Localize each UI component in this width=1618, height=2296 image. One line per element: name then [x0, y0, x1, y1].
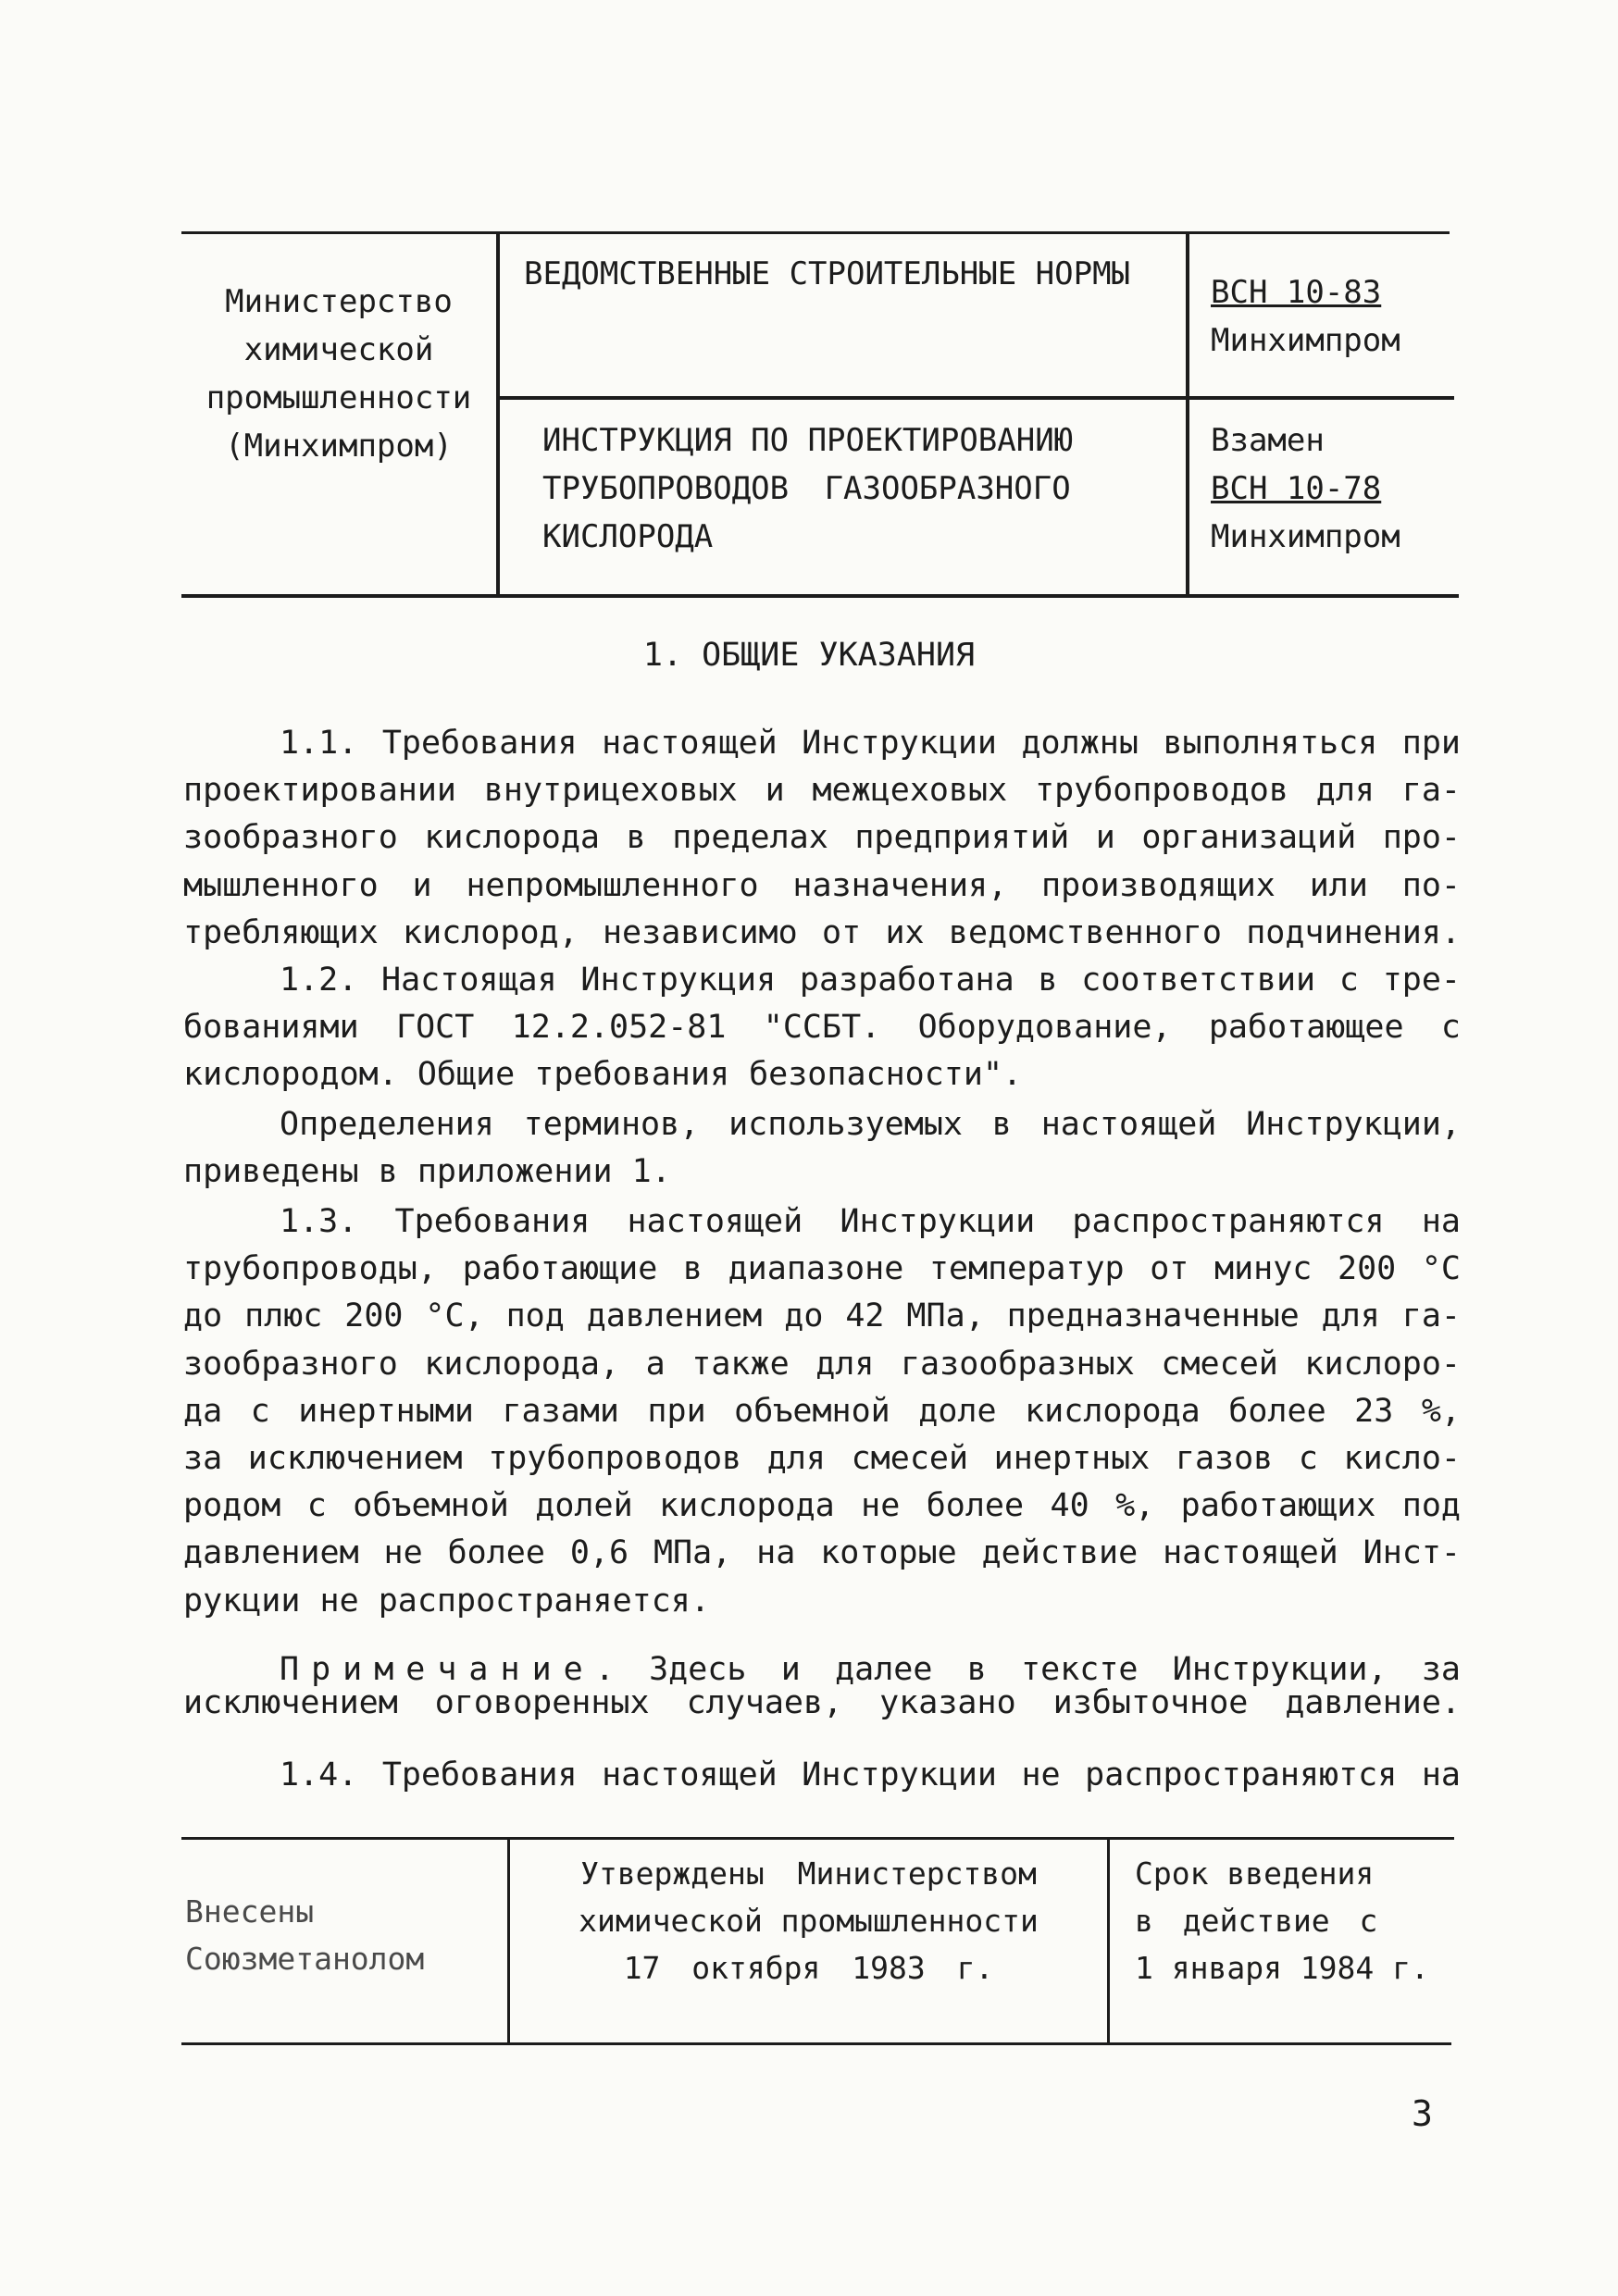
replaces-code: ВСН 10-78 — [1211, 470, 1382, 507]
footer-table — [181, 1837, 1459, 2064]
text-line: кислородом. Общие требования безопасности". — [183, 1056, 1023, 1094]
approved-line: 17 октября 1983 г. — [623, 1950, 994, 1986]
text-line: мышленного и непромышленного назначения, производящих или по- — [183, 866, 1461, 904]
footer-divider-right — [1107, 1837, 1110, 2045]
text-line: 1.2. Настоящая Инструкция разработана в соответствии с тре- — [280, 962, 1461, 999]
paragraph-1-1 — [183, 720, 1461, 957]
norm-code-org: Минхимпром — [1211, 322, 1400, 359]
section-heading: 1. ОБЩИЕ УКАЗАНИЯ — [642, 637, 976, 674]
norms-title: ВЕДОМСТВЕННЫЕ СТРОИТЕЛЬНЫЕ НОРМЫ — [524, 255, 1131, 292]
ministry-line: (Минхимпром) — [225, 428, 453, 465]
text-line: за исключением трубопроводов для смесей инертных газов с кисло- — [183, 1440, 1461, 1478]
footer-top-rule — [181, 1837, 1454, 1840]
paragraph-1-4 — [183, 1752, 1461, 1799]
submitted-cell — [185, 1888, 500, 1982]
text-line: до плюс 200 °С, под давлением до 42 МПа, предназначенные для га- — [183, 1297, 1461, 1335]
text-line: Определения терминов, используемых в настоящей Инструкции, — [280, 1106, 1461, 1143]
paragraph-1-2 — [183, 957, 1461, 1099]
ministry-line: Министерство — [225, 283, 453, 320]
text-line: давлением не более 0,6 МПа, на которые действие настоящей Инст- — [183, 1534, 1461, 1572]
submitted-line: Союзметанолом — [185, 1941, 425, 1977]
text-line: зообразного кислорода, а также для газообразных смесей кислоро- — [183, 1345, 1461, 1383]
effective-cell — [1135, 1850, 1454, 1992]
note-rest: . Здесь и далее в тексте Инструкции, за — [594, 1651, 1461, 1688]
effective-line: в действие с — [1135, 1903, 1378, 1939]
instruction-title-line: ИНСТРУКЦИЯ ПО ПРОЕКТИРОВАНИЮ — [542, 422, 1074, 459]
header-top-rule — [181, 231, 1450, 234]
text-line: да с инертными газами при объемной доле кислорода более 23 %, — [183, 1392, 1461, 1430]
note-word: Примечание — [280, 1651, 595, 1688]
paragraph-definitions — [183, 1101, 1461, 1196]
header-middle-rule — [496, 396, 1454, 400]
effective-line: 1 января 1984 г. — [1135, 1950, 1429, 1986]
text-line: проектировании внутрицеховых и межцеховых трубопроводов для га- — [183, 772, 1461, 810]
paragraph-1-3 — [183, 1198, 1461, 1625]
text-line: трубопроводы, работающие в диапазоне температур от минус 200 °С — [183, 1250, 1461, 1288]
ministry-cell — [181, 278, 496, 470]
header-bottom-rule — [181, 594, 1459, 598]
instruction-title-line: КИСЛОРОДА — [542, 518, 714, 555]
norm-code-cell — [1211, 268, 1400, 365]
ministry-line: промышленности — [205, 379, 472, 416]
text-line: исключением оговоренных случаев, указано избыточное давление. — [183, 1684, 1461, 1721]
submitted-line: Внесены — [185, 1893, 315, 1930]
approved-line: Утверждены Министерством — [580, 1855, 1037, 1892]
footer-bottom-rule — [181, 2042, 1451, 2045]
header-divider-right — [1186, 231, 1189, 598]
header-divider-left — [496, 231, 500, 598]
text-line: 1.4. Требования настоящей Инструкции не распространяются на — [280, 1756, 1461, 1793]
instruction-title-line: ТРУБОПРОВОДОВ ГАЗООБРАЗНОГО — [542, 470, 1071, 507]
approved-line: химической промышленности — [579, 1903, 1039, 1939]
note-block — [183, 1653, 1461, 1719]
text-line: 1.1. Требования настоящей Инструкции должны выполняться при — [280, 725, 1461, 762]
text-line: требляющих кислород, независимо от их ведомственного подчинения. — [183, 913, 1461, 951]
text-line: бованиями ГОСТ 12.2.052-81 "ССБТ. Оборудование, работающее с — [183, 1009, 1461, 1047]
text-line: приведены в приложении 1. — [183, 1153, 671, 1191]
effective-line: Срок введения — [1135, 1855, 1375, 1892]
replaces-cell — [1211, 416, 1400, 561]
note-first-line — [183, 1653, 1461, 1686]
replaces-label: Взамен — [1211, 422, 1325, 459]
replaces-org: Минхимпром — [1211, 518, 1400, 555]
text-line: зообразного кислорода в пределах предприятий и организаций про- — [183, 819, 1461, 857]
header-table — [181, 231, 1459, 602]
text-line: рукции не распространяется. — [183, 1582, 710, 1620]
approved-cell — [510, 1850, 1107, 1992]
text-line: родом с объемной долей кислорода не более 40 %, работающих под — [183, 1487, 1461, 1525]
norm-code: ВСН 10-83 — [1211, 274, 1382, 311]
text-line: 1.3. Требования настоящей Инструкции распространяются на — [280, 1203, 1461, 1240]
page-number: 3 — [1412, 2093, 1433, 2134]
instruction-title-cell — [542, 416, 1181, 561]
ministry-line: химической — [243, 331, 434, 368]
